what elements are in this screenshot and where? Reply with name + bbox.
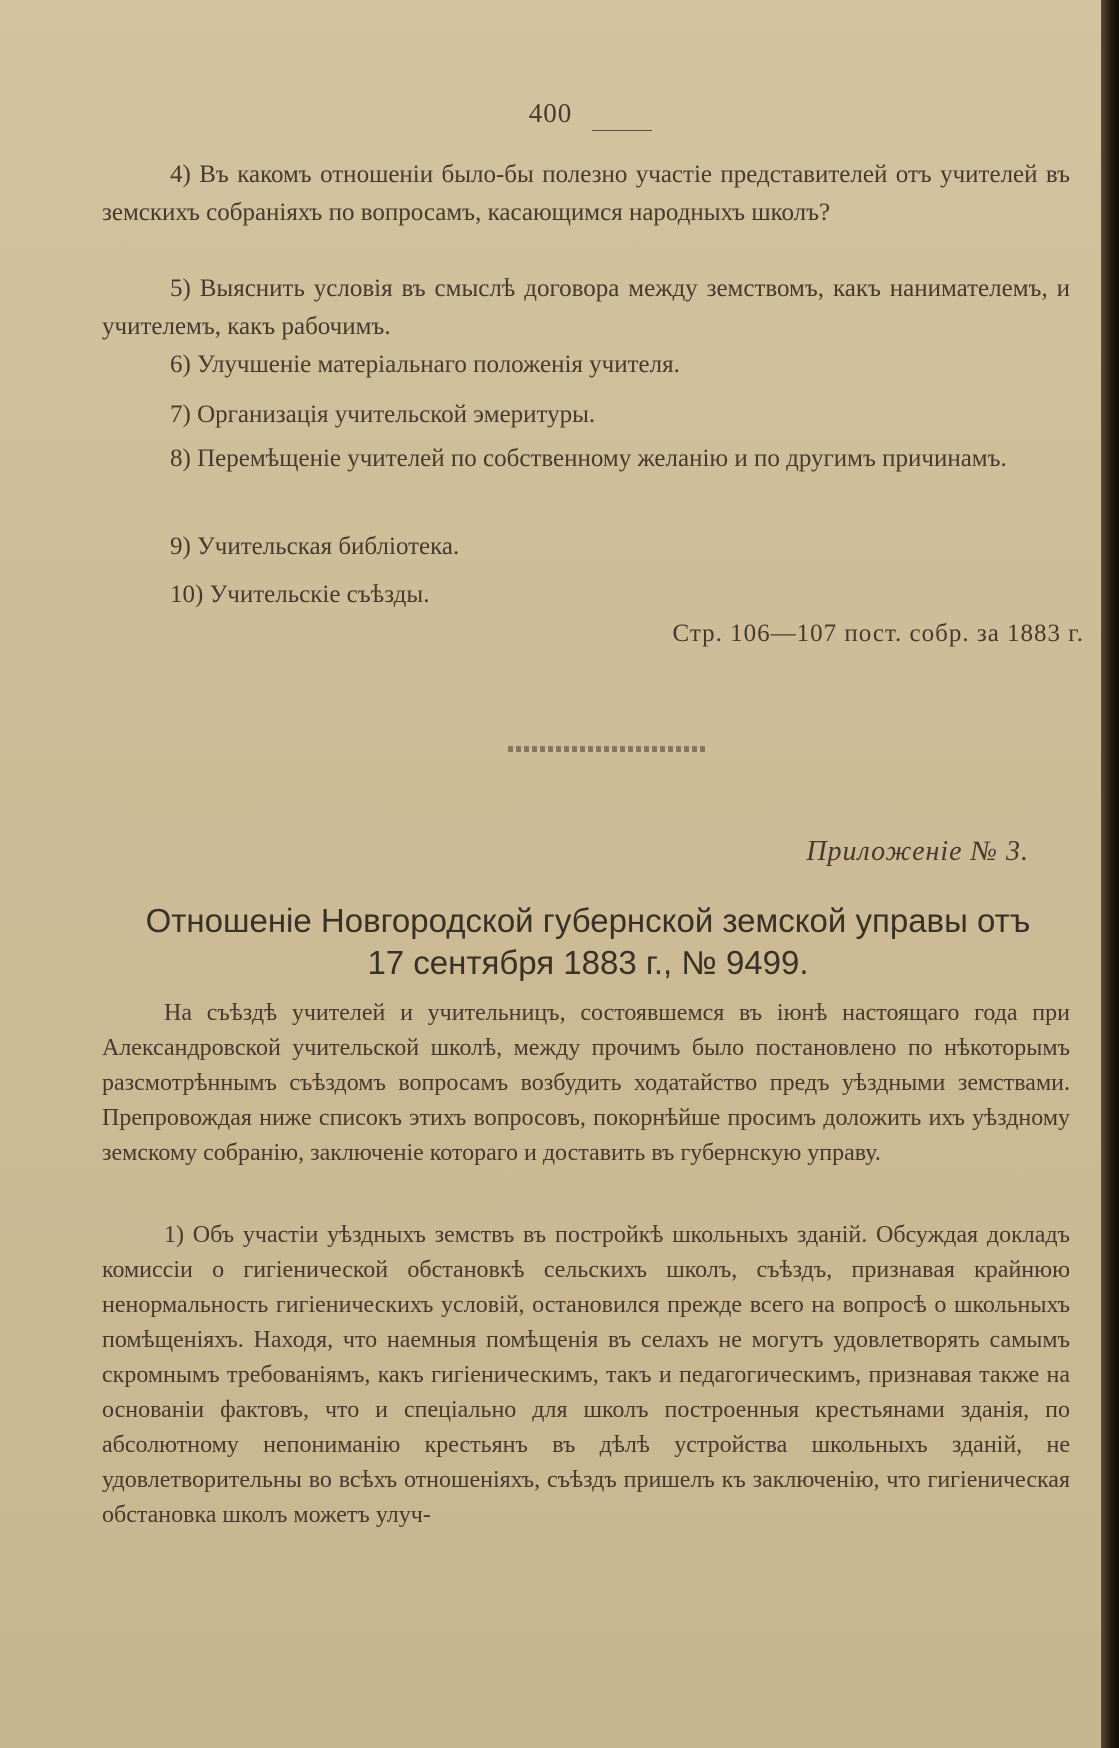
question-number: 9) (170, 533, 191, 560)
question-text: Учительскіе съѣзды. (209, 581, 430, 608)
question-item-8 (102, 440, 1070, 478)
question-item-10 (102, 576, 1070, 614)
question-text: Въ какомъ отношеніи было-бы полезно участіе представителей отъ учителей въ земскихъ собраніяхъ по вопросамъ, касающимся народныхъ школъ? (102, 161, 1071, 226)
question-item-6 (102, 346, 1070, 384)
question-number: 8) (170, 445, 191, 472)
source-reference: Стр. 106—107 пост. собр. за 1883 г. (672, 620, 1084, 647)
question-text: Организація учительской эмеритуры. (197, 401, 596, 428)
heading-line-2: 17 сентября 1883 г., № 9499. (367, 944, 809, 981)
document-heading (98, 900, 1078, 984)
question-item-4 (102, 156, 1070, 232)
heading-line-1: Отношеніе Новгородской губернской земской управы отъ (145, 902, 1031, 939)
question-text: Улучшеніе матеріальнаго положенія учителя. (197, 351, 680, 378)
question-item-7 (102, 396, 1070, 434)
question-item-9 (102, 528, 1070, 566)
page-number-underline (592, 130, 652, 131)
question-text: Выяснить условія въ смыслѣ договора между земствомъ, какъ нанимателемъ, и учителемъ, какъ рабочимъ. (102, 275, 1070, 340)
question-number: 6) (170, 351, 191, 378)
body-paragraph-1: На съѣздѣ учителей и учительницъ, состоявшемся въ іюнѣ настоящаго года при Александровской учительской школѣ, между прочимъ было постановлено по нѣкоторымъ разсмотрѣннымъ съѣздомъ вопросамъ возбудить ходатайство предъ уѣздными земствами. Препровождая ниже списокъ этихъ вопросовъ, покорнѣйше просимъ доложить ихъ уѣздному земскому собранію, заключеніе котораго и доставить въ губернскую управу. (102, 1000, 1070, 1166)
question-text: Перемѣщеніе учителей по собственному желанію и по другимъ причинамъ. (197, 445, 1007, 472)
question-number: 10) (170, 581, 204, 608)
question-text: Учительская библіотека. (197, 533, 460, 560)
page-edge-shadow (1101, 0, 1119, 1748)
body-paragraph-2: 1) Объ участіи уѣздныхъ земствъ въ постройкѣ школьныхъ зданій. Обсуждая докладъ комиссіи о гигіенической обстановкѣ сельскихъ школъ, съѣздъ, признавая крайнюю ненормальность гигіеническихъ условій, остановился прежде всего на вопросѣ о школьныхъ помѣщеніяхъ. Находя, что наемныя помѣщенія въ селахъ не могутъ удовлетворять самымъ скромнымъ требованіямъ, какъ гигіеническимъ, такъ и педагогическимъ, признавая также на основаніи фактовъ, что и спеціально для школъ построенныя крестьянами зданія, по абсолютному непониманію крестьянъ въ дѣлѣ устройства школьныхъ зданій, не удовлетворительны во всѣхъ отношеніяхъ, съѣздъ пришелъ къ заключенію, что гигіеническая обстановка школъ можетъ улуч- (102, 1222, 1070, 1528)
question-number: 7) (170, 401, 191, 428)
ornamental-divider (508, 746, 708, 752)
question-item-5 (102, 270, 1070, 346)
question-number: 4) (170, 161, 191, 188)
question-number: 5) (170, 275, 191, 302)
page-number: 400 (528, 98, 573, 128)
appendix-label: Приложеніе № 3. (806, 836, 1029, 867)
